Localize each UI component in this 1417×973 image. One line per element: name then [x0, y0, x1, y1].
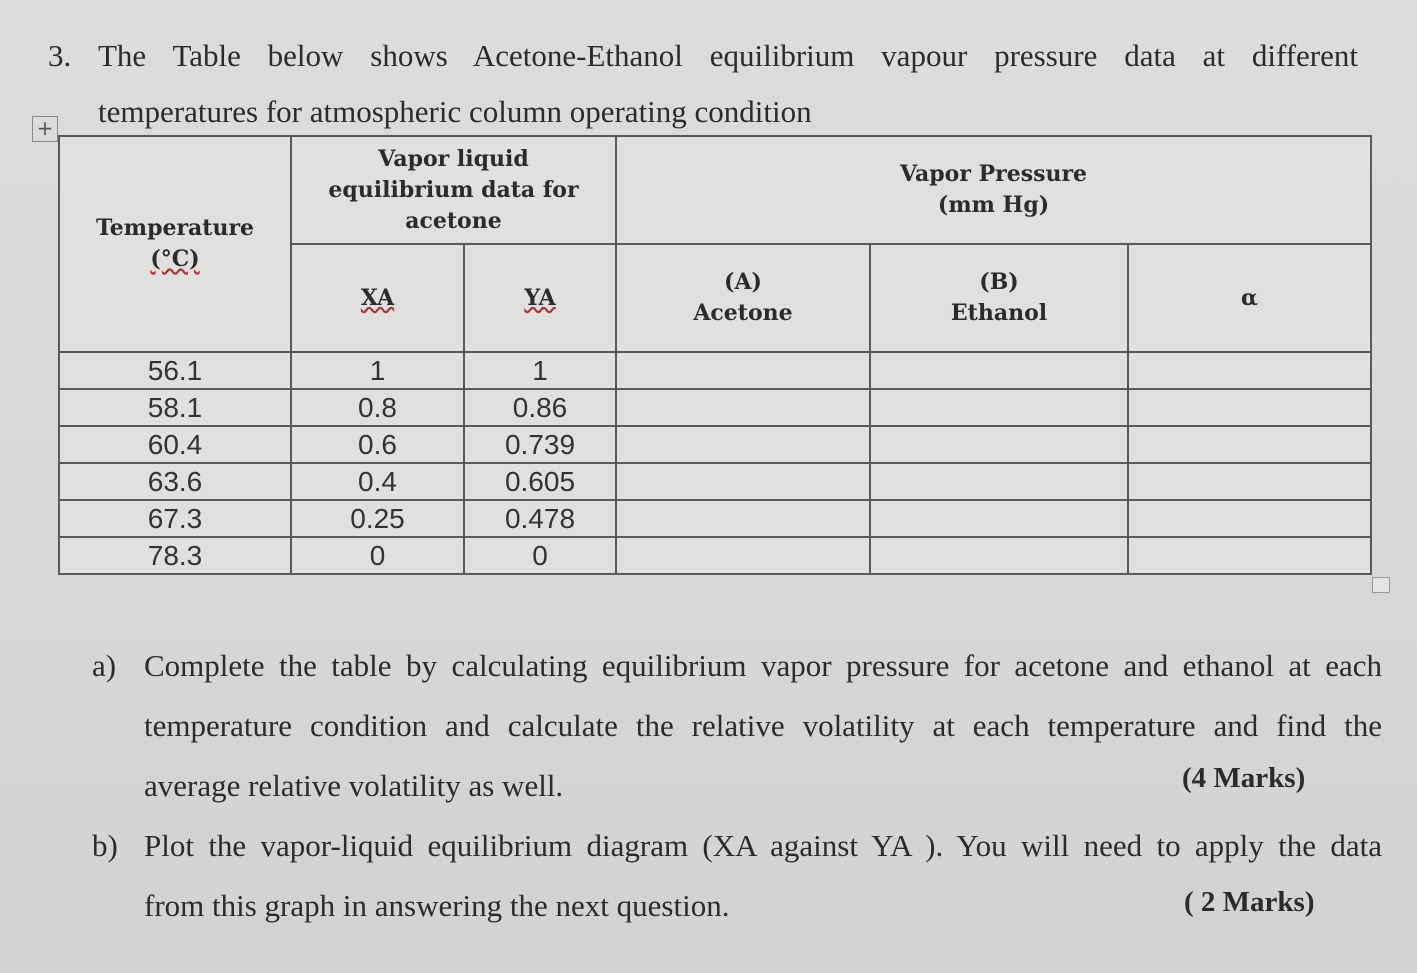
cell-temperature[interactable]: 63.6	[59, 463, 291, 500]
part-b-line2: from this graph in answering the next question.	[144, 888, 730, 923]
cell-xa[interactable]: 0.25	[291, 500, 464, 537]
part-a-line2: temperature condition and calculate the relative volatility at each temperature and find the	[144, 708, 1382, 743]
cell-alpha[interactable]	[1128, 426, 1371, 463]
cell-temperature[interactable]: 78.3	[59, 537, 291, 574]
header-ethanol-name: Ethanol	[950, 300, 1048, 326]
cell-xa[interactable]: 0.6	[291, 426, 464, 463]
header-alpha: α	[1128, 244, 1371, 352]
cell-ethanol-pressure[interactable]	[870, 500, 1128, 537]
header-acetone-label: (A)	[724, 269, 762, 295]
part-a	[92, 636, 1382, 816]
header-acetone	[616, 244, 870, 352]
cell-xa[interactable]: 1	[291, 352, 464, 389]
cell-alpha[interactable]	[1128, 537, 1371, 574]
cell-alpha[interactable]	[1128, 352, 1371, 389]
cell-ya[interactable]: 0.478	[464, 500, 616, 537]
header-xa: XA	[291, 244, 464, 352]
header-temperature-label: Temperature	[95, 215, 255, 241]
cell-ya[interactable]: 0	[464, 537, 616, 574]
cell-ethanol-pressure[interactable]	[870, 389, 1128, 426]
question-parts	[92, 636, 1382, 936]
table-row	[59, 463, 1371, 500]
table-row	[59, 426, 1371, 463]
header-acetone-name: Acetone	[693, 300, 793, 326]
cell-xa[interactable]: 0	[291, 537, 464, 574]
cell-temperature[interactable]: 60.4	[59, 426, 291, 463]
header-vapor-pressure	[616, 136, 1371, 244]
cell-acetone-pressure[interactable]	[616, 426, 870, 463]
header-ethanol-label: (B)	[979, 269, 1019, 295]
part-a-line1: Complete the table by calculating equilibrium vapor pressure for acetone and ethanol at each	[144, 648, 1382, 683]
header-vapor-pressure-label: Vapor Pressure	[899, 161, 1088, 187]
part-b-marks: ( 2 Marks)	[1184, 886, 1315, 918]
cell-temperature[interactable]: 58.1	[59, 389, 291, 426]
part-a-line3: average relative volatility as well.	[144, 768, 564, 803]
part-b-label: b)	[92, 828, 118, 863]
cell-acetone-pressure[interactable]	[616, 537, 870, 574]
table-row	[59, 352, 1371, 389]
cell-temperature[interactable]: 67.3	[59, 500, 291, 537]
table-move-handle-icon[interactable]: +	[32, 116, 58, 142]
part-a-marks: (4 Marks)	[1182, 762, 1306, 794]
table-row	[59, 537, 1371, 574]
cell-ya[interactable]: 0.86	[464, 389, 616, 426]
part-b-line1: Plot the vapor-liquid equilibrium diagram (XA against YA ). You will need to apply the data	[144, 828, 1382, 863]
cell-acetone-pressure[interactable]	[616, 389, 870, 426]
cell-ethanol-pressure[interactable]	[870, 463, 1128, 500]
cell-alpha[interactable]	[1128, 389, 1371, 426]
header-temperature	[59, 136, 291, 352]
question-text-line2: temperatures for atmospheric column operating condition	[98, 94, 812, 129]
cell-ethanol-pressure[interactable]	[870, 537, 1128, 574]
cell-acetone-pressure[interactable]	[616, 500, 870, 537]
header-vle-title: Vapor liquid equilibrium data for acetone	[291, 136, 616, 244]
cell-alpha[interactable]	[1128, 500, 1371, 537]
cell-acetone-pressure[interactable]	[616, 352, 870, 389]
cell-alpha[interactable]	[1128, 463, 1371, 500]
cell-acetone-pressure[interactable]	[616, 463, 870, 500]
part-a-label: a)	[92, 648, 117, 683]
table-row	[59, 500, 1371, 537]
table-row	[59, 389, 1371, 426]
header-ethanol	[870, 244, 1128, 352]
question-text-line1: The Table below shows Acetone-Ethanol equilibrium vapour pressure data at different	[98, 38, 1358, 73]
question-number: 3.	[48, 38, 72, 73]
cell-xa[interactable]: 0.4	[291, 463, 464, 500]
table-resize-handle-icon[interactable]	[1372, 577, 1390, 593]
cell-xa[interactable]: 0.8	[291, 389, 464, 426]
header-vapor-pressure-unit: (mm Hg)	[937, 192, 1050, 218]
cell-ya[interactable]: 0.605	[464, 463, 616, 500]
cell-ya[interactable]: 1	[464, 352, 616, 389]
cell-ethanol-pressure[interactable]	[870, 352, 1128, 389]
cell-ya[interactable]: 0.739	[464, 426, 616, 463]
vle-table	[58, 135, 1372, 575]
header-temperature-unit: (°C)	[150, 246, 200, 272]
header-ya: YA	[464, 244, 616, 352]
cell-temperature[interactable]: 56.1	[59, 352, 291, 389]
cell-ethanol-pressure[interactable]	[870, 426, 1128, 463]
